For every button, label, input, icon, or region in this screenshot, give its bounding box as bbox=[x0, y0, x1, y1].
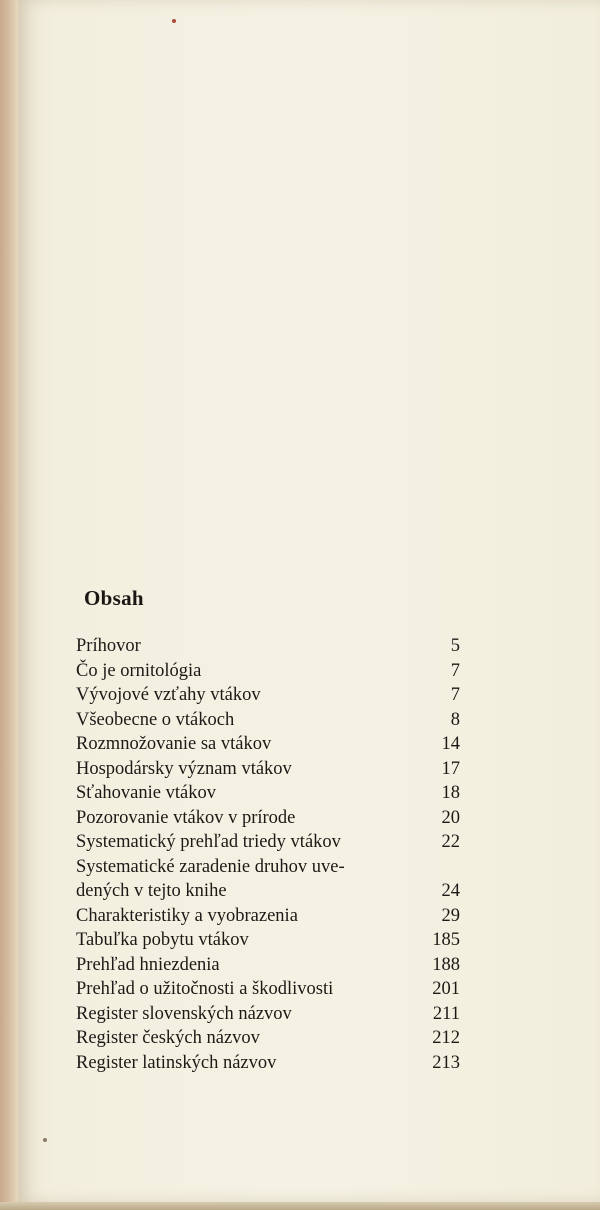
toc-entry-page: 7 bbox=[450, 685, 460, 705]
toc-entry-page: 7 bbox=[450, 660, 460, 681]
toc-entry-title: Príhovor bbox=[76, 636, 141, 656]
ink-speck bbox=[172, 19, 176, 23]
toc-entry-page: 185 bbox=[432, 930, 460, 950]
toc-entry-title: Prehľad hniezdenia bbox=[76, 954, 220, 975]
toc-entry-title: Sťahovanie vtákov bbox=[76, 783, 216, 803]
toc-entry-page: 17 bbox=[441, 758, 460, 779]
toc-entry-title: Vývojové vzťahy vtákov bbox=[76, 685, 261, 705]
toc-entry bbox=[76, 879, 460, 904]
toc-entry-page: 29 bbox=[441, 905, 460, 926]
toc-entry bbox=[76, 1051, 460, 1076]
toc-entry bbox=[76, 953, 460, 978]
toc-entry-title: Hospodársky význam vtákov bbox=[76, 758, 292, 779]
page-bottom-edge bbox=[0, 1202, 600, 1210]
toc-entry-page: 24 bbox=[441, 881, 460, 901]
toc-entry-title: Čo je ornitológia bbox=[76, 660, 202, 681]
toc-entry-page: 22 bbox=[441, 832, 460, 852]
toc-entry-title: Tabuľka pobytu vtákov bbox=[76, 930, 249, 950]
toc-entry-title: Register latinských názvov bbox=[76, 1052, 277, 1073]
ink-speck bbox=[43, 1138, 47, 1142]
toc-entry-page: 14 bbox=[441, 734, 460, 754]
toc-entry-title: Prehľad o užitočnosti a škodlivosti bbox=[76, 979, 334, 999]
toc-entry bbox=[76, 757, 460, 782]
table-of-contents bbox=[76, 634, 460, 1075]
toc-entry-title: Pozorovanie vtákov v prírode bbox=[76, 807, 296, 828]
toc-entry-page: 20 bbox=[441, 807, 460, 828]
toc-entry bbox=[76, 732, 460, 757]
toc-entry-page: 18 bbox=[441, 783, 460, 803]
toc-entry-title: Rozmnožovanie sa vtákov bbox=[76, 734, 272, 754]
toc-entry bbox=[76, 683, 460, 708]
toc-entry bbox=[76, 806, 460, 831]
toc-entry bbox=[76, 904, 460, 929]
toc-entry bbox=[76, 855, 460, 880]
toc-entry bbox=[76, 830, 460, 855]
toc-entry-page: 213 bbox=[432, 1052, 460, 1073]
toc-entry-page: 5 bbox=[450, 636, 460, 656]
toc-entry bbox=[76, 781, 460, 806]
toc-entry-page: 8 bbox=[450, 709, 460, 730]
book-spine-edge bbox=[0, 0, 18, 1210]
toc-entry-page: 211 bbox=[432, 1003, 460, 1024]
toc-entry bbox=[76, 659, 460, 684]
toc-entry-title: Register českých názvov bbox=[76, 1028, 260, 1048]
toc-entry-title: Charakteristiky a vyobrazenia bbox=[76, 905, 298, 926]
toc-entry-title: Systematické zaradenie druhov uve- bbox=[76, 856, 345, 877]
toc-entry bbox=[76, 1026, 460, 1051]
toc-entry-page: 201 bbox=[432, 979, 460, 999]
toc-entry-title: Všeobecne o vtákoch bbox=[76, 709, 235, 730]
toc-entry bbox=[76, 708, 460, 733]
toc-entry-page: 188 bbox=[432, 954, 460, 975]
toc-entry bbox=[76, 928, 460, 953]
toc-entry-title: Register slovenských názvov bbox=[76, 1003, 292, 1024]
toc-entry bbox=[76, 634, 460, 659]
toc-entry-page: 212 bbox=[432, 1028, 460, 1048]
toc-entry-title: dených v tejto knihe bbox=[76, 881, 227, 901]
toc-entry-title: Systematický prehľad triedy vtákov bbox=[76, 832, 341, 852]
toc-entry bbox=[76, 1002, 460, 1027]
toc-heading: Obsah bbox=[84, 586, 144, 610]
toc-entry bbox=[76, 977, 460, 1002]
